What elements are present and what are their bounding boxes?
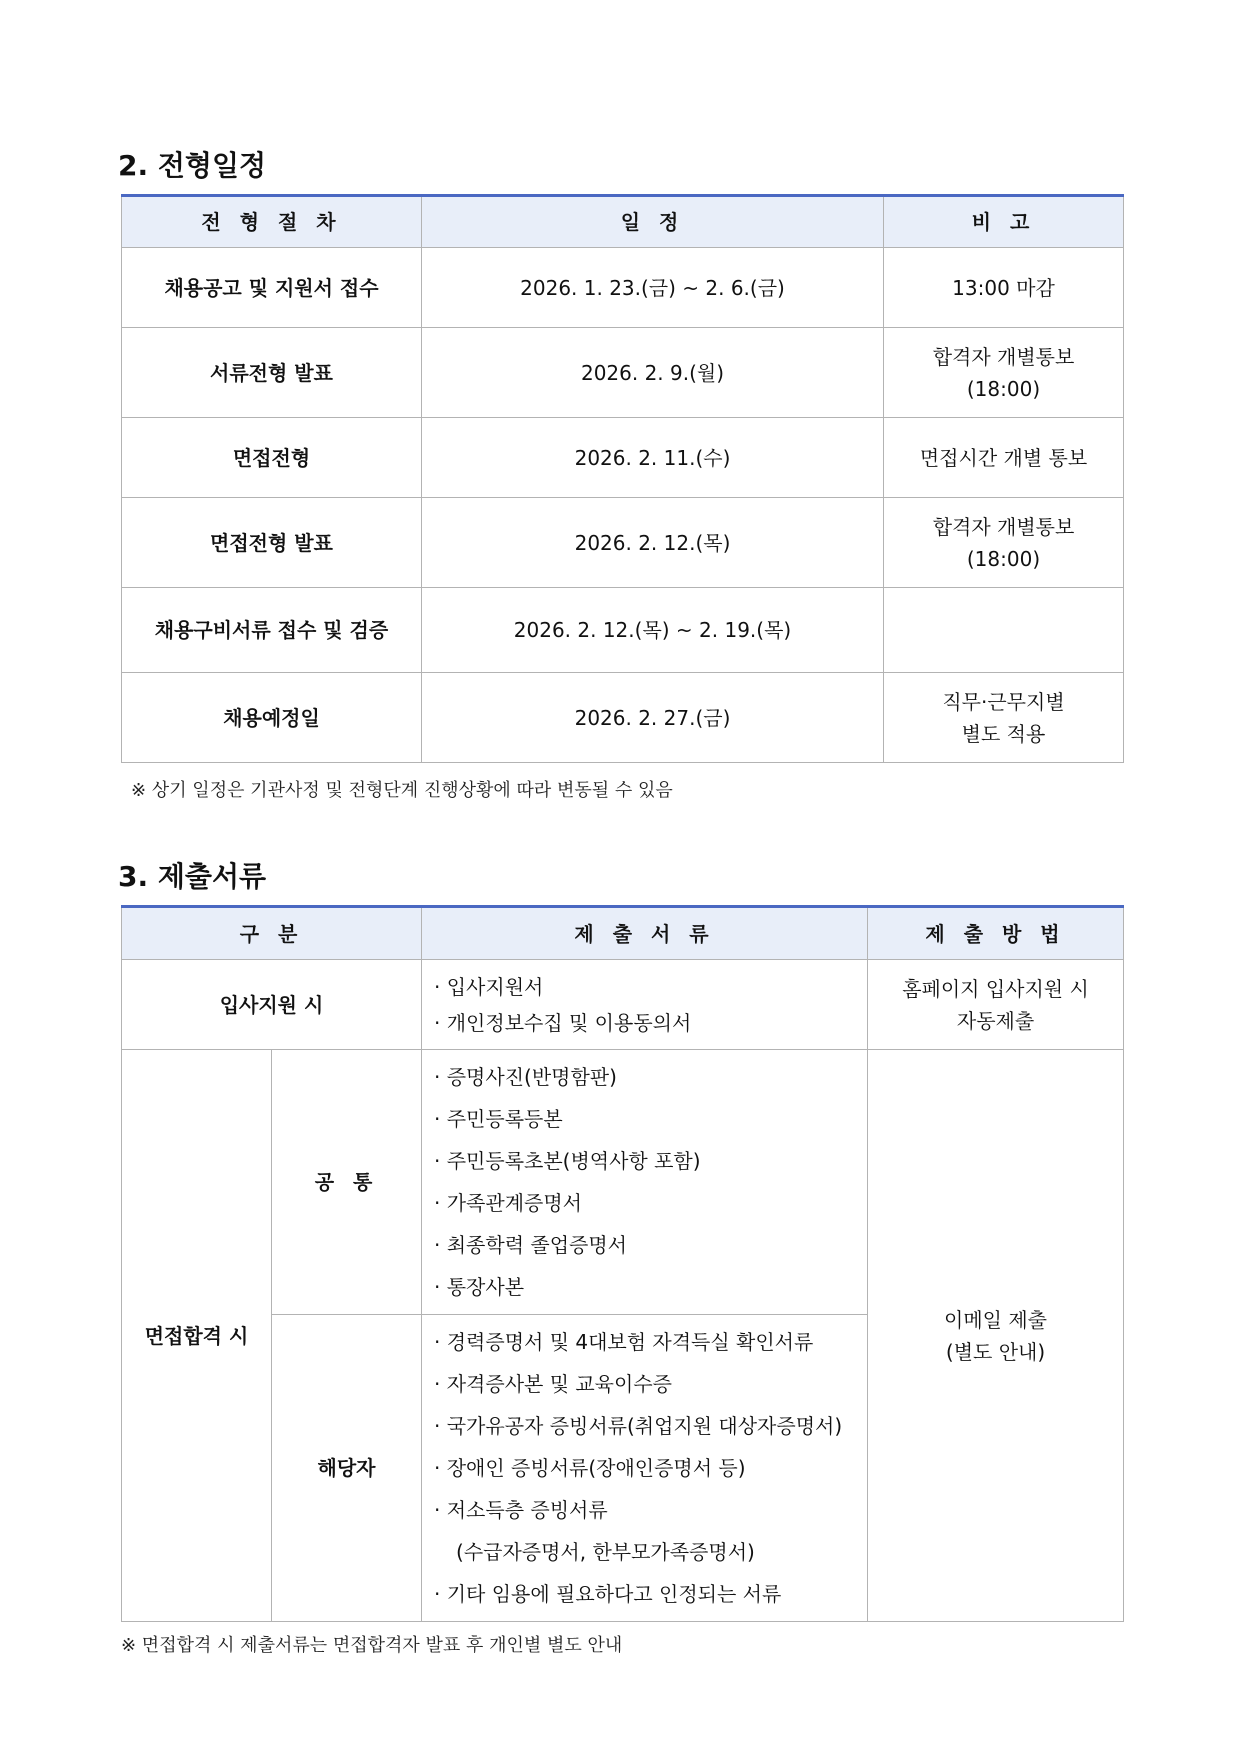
step-cell: 채용예정일 <box>122 673 422 763</box>
list-item: · 개인정보수집 및 이용동의서 <box>434 1010 692 1035</box>
list-item: · 가족관계증명서 <box>434 1191 582 1215</box>
date-cell: 2026. 1. 23.(금) ~ 2. 6.(금) <box>422 248 884 328</box>
note-cell <box>884 248 1124 328</box>
table-row <box>122 588 1124 673</box>
note-line-1: 직무·근무지별 <box>942 689 1065 714</box>
list-item: · 주민등록등본 <box>434 1107 563 1131</box>
common-docs-cell <box>422 1050 868 1315</box>
interview-label: 면접합격 시 <box>122 1050 272 1622</box>
header-note: 비 고 <box>884 196 1124 248</box>
list-item: · 국가유공자 증빙서류(취업지원 대상자증명서) <box>434 1414 843 1438</box>
section-2-title: 2. 전형일정 <box>118 149 267 182</box>
applicable-docs-cell <box>422 1315 868 1622</box>
method-line-1: 이메일 제출 <box>944 1307 1047 1332</box>
note-line-1: 13:00 마감 <box>952 275 1055 300</box>
list-item: · 증명사진(반명함판) <box>434 1065 617 1089</box>
note-cell <box>884 418 1124 498</box>
note-line-2: (18:00) <box>966 376 1041 401</box>
note-line-2: (18:00) <box>966 546 1041 571</box>
table-row <box>122 960 1124 1050</box>
date-cell: 2026. 2. 27.(금) <box>422 673 884 763</box>
documents-header-row <box>122 907 1124 960</box>
schedule-table <box>121 194 1124 763</box>
section-3-title: 3. 제출서류 <box>118 860 267 893</box>
note-cell <box>884 498 1124 588</box>
schedule-footnote: ※ 상기 일정은 기관사정 및 전형단계 진행상황에 따라 변동될 수 있음 <box>131 780 673 801</box>
method-line-1: 홈페이지 입사지원 시 <box>902 976 1089 1001</box>
table-row <box>122 418 1124 498</box>
step-cell: 면접전형 발표 <box>122 498 422 588</box>
schedule-header-row <box>122 196 1124 248</box>
note-cell <box>884 673 1124 763</box>
table-row <box>122 248 1124 328</box>
list-item: · 기타 임용에 필요하다고 인정되는 서류 <box>434 1582 782 1606</box>
note-cell <box>884 588 1124 673</box>
note-line-2: 별도 적용 <box>961 721 1046 746</box>
step-cell: 채용구비서류 접수 및 검증 <box>122 588 422 673</box>
date-cell: 2026. 2. 12.(목) <box>422 498 884 588</box>
date-cell: 2026. 2. 9.(월) <box>422 328 884 418</box>
list-item: · 자격증사본 및 교육이수증 <box>434 1372 672 1396</box>
header-method: 제 출 방 법 <box>868 907 1124 960</box>
list-item: · 최종학력 졸업증명서 <box>434 1233 627 1257</box>
method-line-2: (별도 안내) <box>945 1339 1046 1364</box>
method-line-2: 자동제출 <box>956 1008 1035 1033</box>
documents-table <box>121 905 1124 1622</box>
table-row <box>122 673 1124 763</box>
header-date: 일 정 <box>422 196 884 248</box>
list-item: · 저소득층 증빙서류 <box>434 1498 608 1522</box>
header-category: 구 분 <box>122 907 422 960</box>
header-documents: 제 출 서 류 <box>422 907 868 960</box>
interview-method-cell <box>868 1050 1124 1622</box>
list-item: · 주민등록초본(병역사항 포함) <box>434 1149 701 1173</box>
date-cell: 2026. 2. 12.(목) ~ 2. 19.(목) <box>422 588 884 673</box>
step-cell: 면접전형 <box>122 418 422 498</box>
note-line-1: 면접시간 개별 통보 <box>919 445 1088 470</box>
list-item-continuation: (수급자증명서, 한부모가족증명서) <box>456 1540 755 1564</box>
header-step: 전 형 절 차 <box>122 196 422 248</box>
step-cell: 채용공고 및 지원서 접수 <box>122 248 422 328</box>
applicable-label: 해당자 <box>272 1315 422 1622</box>
apply-label: 입사지원 시 <box>122 960 422 1050</box>
table-row <box>122 328 1124 418</box>
list-item: · 경력증명서 및 4대보험 자격득실 확인서류 <box>434 1330 814 1354</box>
table-row <box>122 498 1124 588</box>
list-item: · 통장사본 <box>434 1275 525 1299</box>
common-label: 공 통 <box>272 1050 422 1315</box>
step-cell: 서류전형 발표 <box>122 328 422 418</box>
list-item: · 장애인 증빙서류(장애인증명서 등) <box>434 1456 746 1480</box>
apply-method-cell <box>868 960 1124 1050</box>
documents-footnote: ※ 면접합격 시 제출서류는 면접합격자 발표 후 개인별 별도 안내 <box>121 1635 623 1656</box>
note-line-1: 합격자 개별통보 <box>932 514 1075 539</box>
list-item: · 입사지원서 <box>434 974 544 999</box>
apply-docs-cell <box>422 960 868 1050</box>
date-cell: 2026. 2. 11.(수) <box>422 418 884 498</box>
note-line-1: 합격자 개별통보 <box>932 344 1075 369</box>
note-cell <box>884 328 1124 418</box>
table-row <box>122 1050 1124 1315</box>
